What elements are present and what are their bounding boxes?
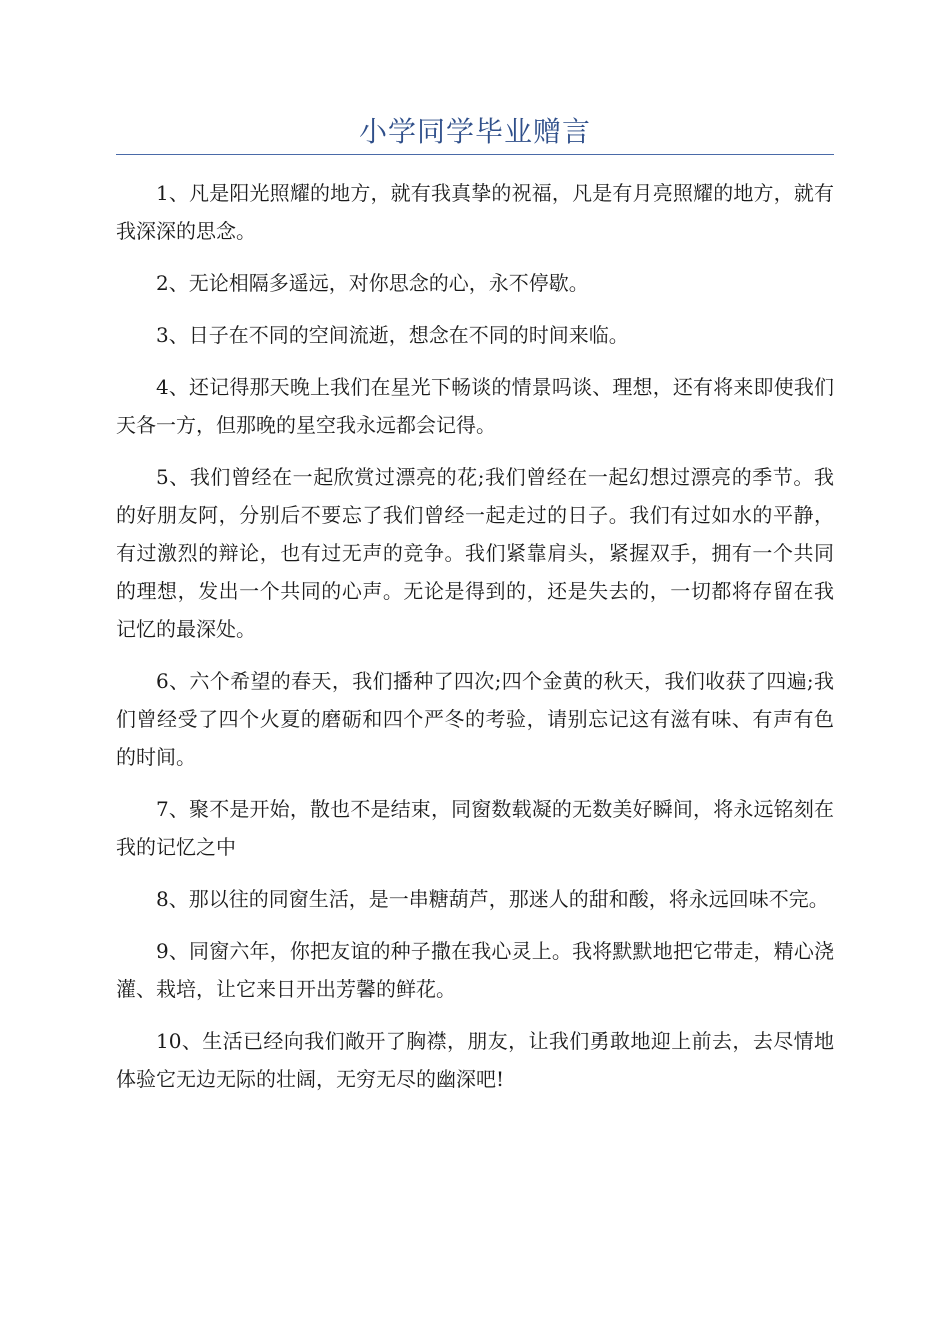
paragraph-9: 9、同窗六年，你把友谊的种子撒在我心灵上。我将默默地把它带走，精心浇灌、栽培，让它来日开出芳馨的鲜花。 [116, 939, 834, 1001]
document-body [116, 174, 834, 1112]
paragraph-5: 5、我们曾经在一起欣赏过漂亮的花;我们曾经在一起幻想过漂亮的季节。我的好朋友阿，分别后不要忘了我们曾经一起走过的日子。我们有过如水的平静，有过激烈的辩论，也有过无声的竞争。我们紧靠肩头，紧握双手，拥有一个共同的理想，发出一个共同的心声。无论是得到的，还是失去的，一切都将存留在我记忆的最深处。 [116, 465, 834, 641]
paragraph-7: 7、聚不是开始，散也不是结束，同窗数载凝的无数美好瞬间，将永远铭刻在我的记忆之中 [116, 797, 834, 859]
paragraph-10: 10、生活已经向我们敞开了胸襟，朋友，让我们勇敢地迎上前去，去尽情地体验它无边无际的壮阔，无穷无尽的幽深吧! [116, 1029, 834, 1091]
title-underline [116, 154, 834, 155]
paragraph-4: 4、还记得那天晚上我们在星光下畅谈的情景吗谈、理想，还有将来即使我们天各一方，但那晚的星空我永远都会记得。 [116, 375, 834, 437]
paragraph-6: 6、六个希望的春天，我们播种了四次;四个金黄的秋天，我们收获了四遍;我们曾经受了四个火夏的磨砺和四个严冬的考验，请别忘记这有滋有味、有声有色的时间。 [116, 669, 834, 769]
paragraph-8: 8、那以往的同窗生活，是一串糖葫芦，那迷人的甜和酸，将永远回味不完。 [156, 887, 829, 911]
paragraph-1: 1、凡是阳光照耀的地方，就有我真挚的祝福，凡是有月亮照耀的地方，就有我深深的思念。 [116, 181, 834, 243]
paragraph-2: 2、无论相隔多遥远，对你思念的心，永不停歇。 [156, 271, 589, 295]
page-title: 小学同学毕业赠言 [358, 115, 591, 148]
paragraph-3: 3、日子在不同的空间流逝，想念在不同的时间来临。 [156, 323, 629, 347]
